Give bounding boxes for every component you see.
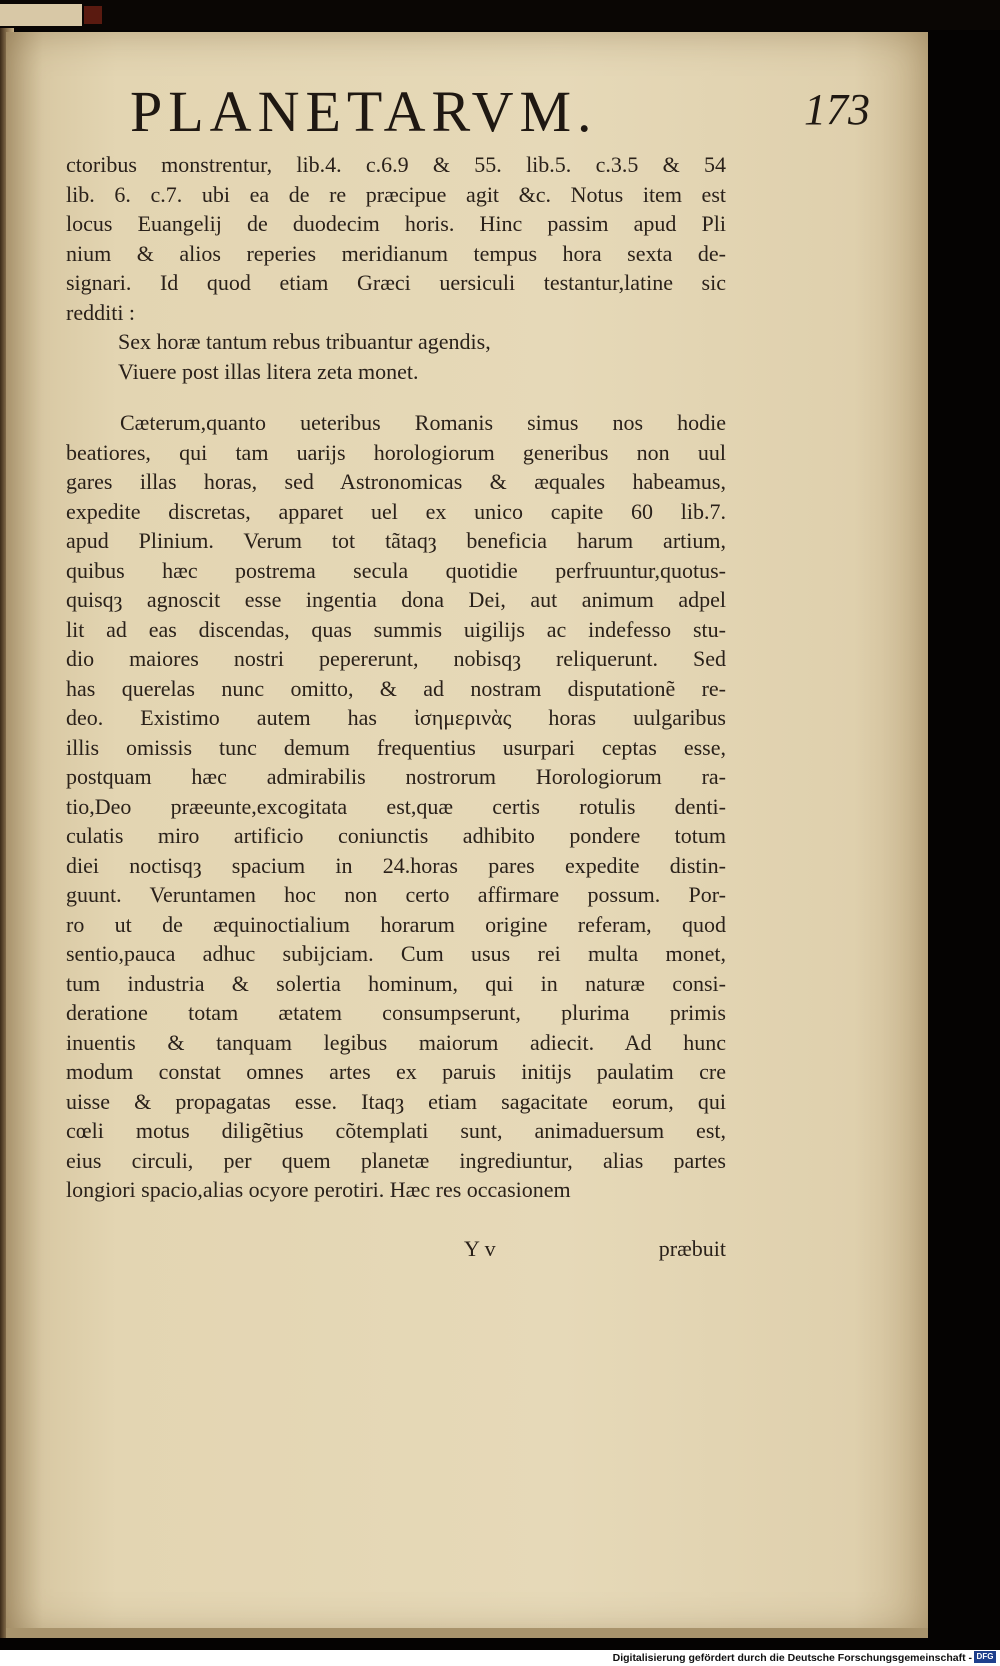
text-line: diei noctisqȝ spacium in 24.horas pares expedite distin-	[66, 852, 726, 878]
text-line: signari. Id quod etiam Græci uersiculi testantur,latine sic	[66, 270, 726, 295]
text-line: uisse & propagatas esse. Itaqȝ etiam sagacitate eorum, qui	[66, 1088, 726, 1114]
text-line: guunt. Veruntamen hoc non certo affirmare possum. Por-	[66, 882, 726, 907]
text-line: quisqȝ agnoscit esse ingentia dona Dei, aut animum adpel	[66, 587, 726, 612]
text-line: postquam hæc admirabilis nostrorum Horologiorum ra-	[66, 764, 726, 789]
text-line: ro ut de æquinoctialium horarum origine referam, quod	[66, 911, 726, 937]
catchword: præbuit	[658, 1236, 726, 1261]
body-text	[66, 150, 726, 1205]
text-line: quibus hæc postrema secula quotidie perfruuntur,quotus-	[66, 557, 726, 583]
scan-color-tab	[0, 4, 82, 26]
dfg-logo: DFG	[974, 1651, 996, 1663]
verse-block	[66, 327, 726, 386]
text-line: has querelas nunc omitto, & ad nostram disputationẽ re-	[66, 675, 726, 701]
text-line: sentio,pauca adhuc subijciam. Cum usus rei multa monet,	[66, 941, 726, 966]
text-line: Viuere post illas litera zeta monet.	[118, 358, 419, 384]
text-line: culatis miro artificio coniunctis adhibito pondere totum	[66, 823, 726, 848]
text-line: Cæterum,quanto ueteribus Romanis simus nos hodie	[120, 410, 726, 435]
text-line: dio maiores nostri pepererunt, nobisqȝ reliquerunt. Sed	[66, 646, 726, 671]
text-line: deratione totam ætatem consumpserunt, plurima primis	[66, 1000, 726, 1025]
text-line: Sex horæ tantum rebus tribuantur agendis,	[118, 329, 491, 354]
text-line: gares illas horas, sed Astronomicas & æquales habeamus,	[66, 469, 726, 494]
signature-mark: Y v	[464, 1236, 496, 1261]
text-line: lit ad eas discendas, quas summis uigilijs ac indefesso stu-	[66, 616, 726, 642]
text-line: lib. 6. c.7. ubi ea de re præcipue agit &c. Notus item est	[66, 181, 726, 207]
scan-red-marker	[84, 6, 102, 24]
text-line: beatiores, qui tam uarijs horologiorum generibus non uul	[66, 439, 726, 465]
scan-top-strip	[0, 0, 1000, 30]
text-line: deo. Existimo autem has ἰσημερινὰς horas uulgaribus	[66, 705, 726, 730]
text-line: tum industria & solertia hominum, qui in naturæ consi-	[66, 970, 726, 996]
catchword-line	[66, 1236, 726, 1266]
text-line: illis omissis tunc demum frequentius usurpari ceptas esse,	[66, 734, 726, 760]
text-line: redditi :	[66, 299, 136, 325]
text-line: locus Euangelij de duodecim horis. Hinc passim apud Pli	[66, 211, 726, 236]
page-header	[130, 78, 870, 148]
text-line: modum constat omnes artes ex paruis initijs paulatim cre	[66, 1059, 726, 1084]
running-title: PLANETARVM.	[130, 79, 598, 144]
text-line: tio,Deo præeunte,excogitata est,quæ certis rotulis denti-	[66, 793, 726, 819]
text-line: apud Plinium. Verum tot tãtaqȝ beneficia harum artium,	[66, 528, 726, 553]
paragraph-1	[66, 150, 726, 327]
text-line: nium & alios reperies meridianum tempus hora sexta de-	[66, 240, 726, 266]
text-line: longiori spacio,alias ocyore perotiri. Hæc res occasionem	[66, 1177, 571, 1202]
page-bottom-edge	[6, 1628, 928, 1638]
page-number: 173	[804, 85, 870, 134]
text-line: ctoribus monstrentur, lib.4. c.6.9 & 55. lib.5. c.3.5 & 54	[66, 152, 726, 177]
text-line: cœli motus diligẽtius cõtemplati sunt, animaduersum est,	[66, 1118, 726, 1143]
text-line: eius circuli, per quem planetæ ingrediuntur, alias partes	[66, 1147, 726, 1173]
paragraph-2	[66, 408, 726, 1205]
funding-credit: Digitalisierung gefördert durch die Deutsche Forschungsgemeinschaft -	[612, 1652, 972, 1664]
paragraph-gap	[66, 386, 726, 408]
text-line: expedite discretas, apparet uel ex unico capite 60 lib.7.	[66, 498, 726, 524]
text-line: inuentis & tanquam legibus maiorum adiecit. Ad hunc	[66, 1029, 726, 1055]
